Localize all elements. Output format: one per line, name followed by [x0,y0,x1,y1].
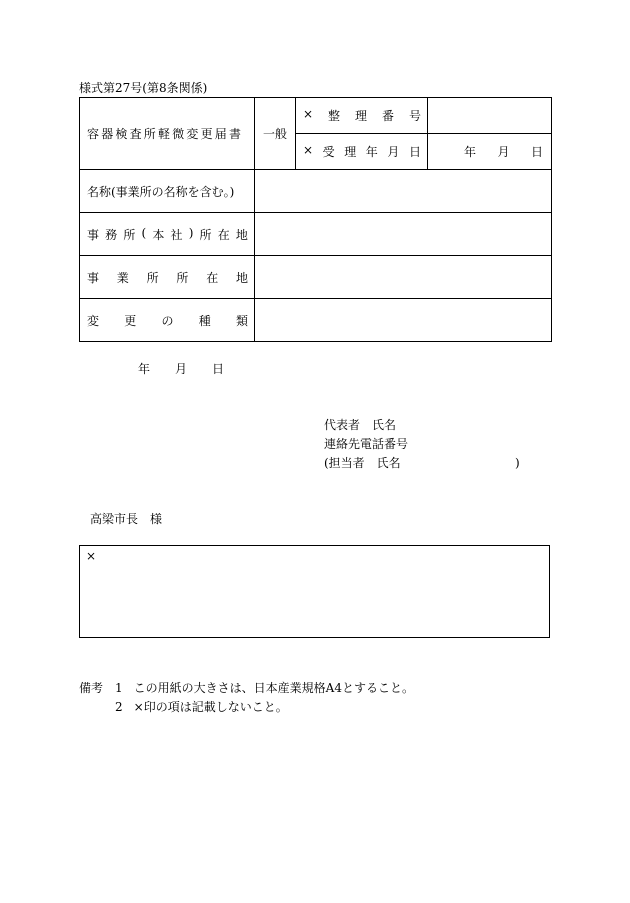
contact-phone-label: 連絡先電話番号 [324,437,409,451]
note-1: 備考 1 この用紙の大きさは、日本産業規格A4とすること。 [79,681,414,695]
official-memo-box [79,545,550,638]
reference-number-field[interactable] [428,98,552,134]
reference-number-label: × 整 理 番 号 [296,98,428,134]
category-label: 一般 [255,98,296,170]
office-address-field[interactable] [255,213,552,256]
name-label: 名称(事業所の名称を含む。) [80,170,255,213]
name-field[interactable] [255,170,552,213]
office-address-label: 事 務 所 ( 本 社 ) 所 在 地 [80,213,255,256]
form-number: 様式第27号(第8条関係) [79,81,208,95]
receipt-date-field[interactable]: 年 月 日 [428,134,552,170]
change-type-label: 変 更 の 種 類 [80,299,255,342]
facility-address-field[interactable] [255,256,552,299]
form-title: 容器検査所軽微変更届書 [80,98,255,170]
application-table [79,97,552,342]
memo-mark: × [86,549,97,563]
receipt-date-label: × 受 理 年 月 日 [296,134,428,170]
facility-address-label: 事 業 所 所 在 地 [80,256,255,299]
submission-date: 年 月 日 [138,362,225,376]
note-2: 2 ×印の項は記載しないこと。 [115,700,288,714]
notes-heading: 備考 [79,681,104,695]
contact-person-label: (担当者 氏名 [324,456,401,470]
addressee: 高梁市長 様 [90,512,163,526]
contact-person-close: ) [515,456,520,470]
change-type-field[interactable] [255,299,552,342]
representative-name-label: 代表者 氏名 [324,418,397,432]
